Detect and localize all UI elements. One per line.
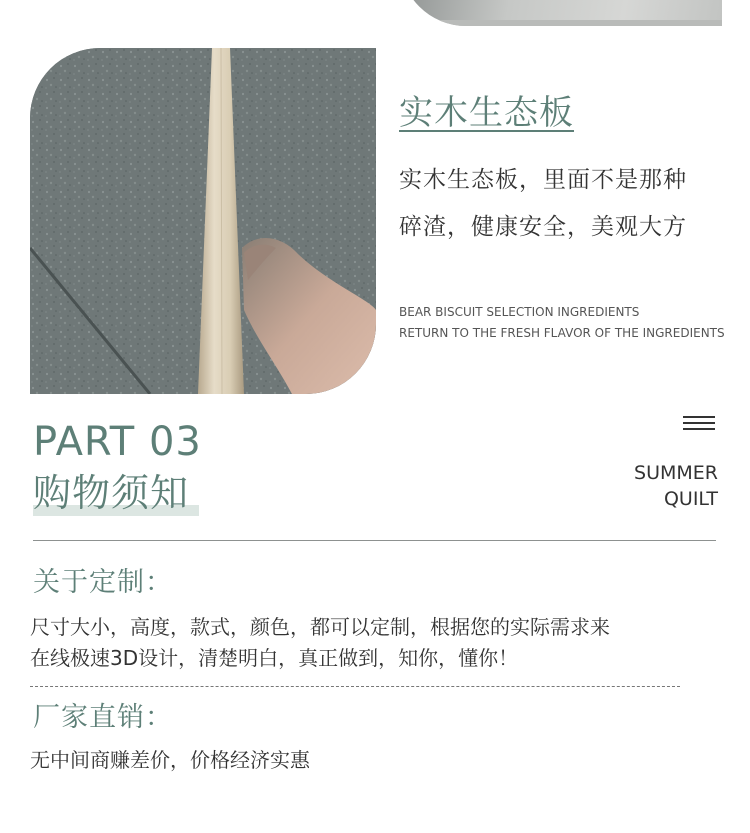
top-product-photo-fragment <box>400 0 722 26</box>
factory-direct-body <box>30 745 310 776</box>
side-english-line: SUMMER <box>634 462 718 484</box>
part-title-block <box>33 470 189 520</box>
factory-direct-line: 无中间商赚差价，价格经济实惠 <box>30 748 310 772</box>
section-divider <box>33 540 716 541</box>
customization-line: 尺寸大小，高度，款式，颜色，都可以定制，根据您的实际需求来 <box>30 615 610 639</box>
feature-description-line: 实木生态板，里面不是那种 <box>399 167 687 193</box>
dashed-divider <box>30 686 680 687</box>
part-title: 购物须知 <box>33 471 190 515</box>
feature-english-line: BEAR BISCUIT SELECTION INGREDIENTS <box>399 305 640 319</box>
side-english-label <box>634 460 718 512</box>
feature-description <box>399 157 719 251</box>
product-photo-wood-board <box>30 48 376 394</box>
customization-line: 在线极速3D设计，清楚明白，真正做到，知你，懂你！ <box>30 646 519 670</box>
side-english-line: QUILT <box>663 488 718 510</box>
part-number: PART 03 <box>33 419 202 465</box>
feature-english-line: RETURN TO THE FRESH FLAVOR OF THE INGREDIENTS <box>399 326 725 340</box>
factory-direct-heading: 厂家直销： <box>33 702 173 733</box>
menu-lines-icon <box>683 416 715 430</box>
feature-description-line: 碎渣，健康安全，美观大方 <box>399 214 687 240</box>
customization-body <box>30 612 610 674</box>
feature-english-caption <box>399 302 725 344</box>
customization-heading: 关于定制： <box>33 567 173 598</box>
feature-title: 实木生态板 <box>399 93 574 133</box>
